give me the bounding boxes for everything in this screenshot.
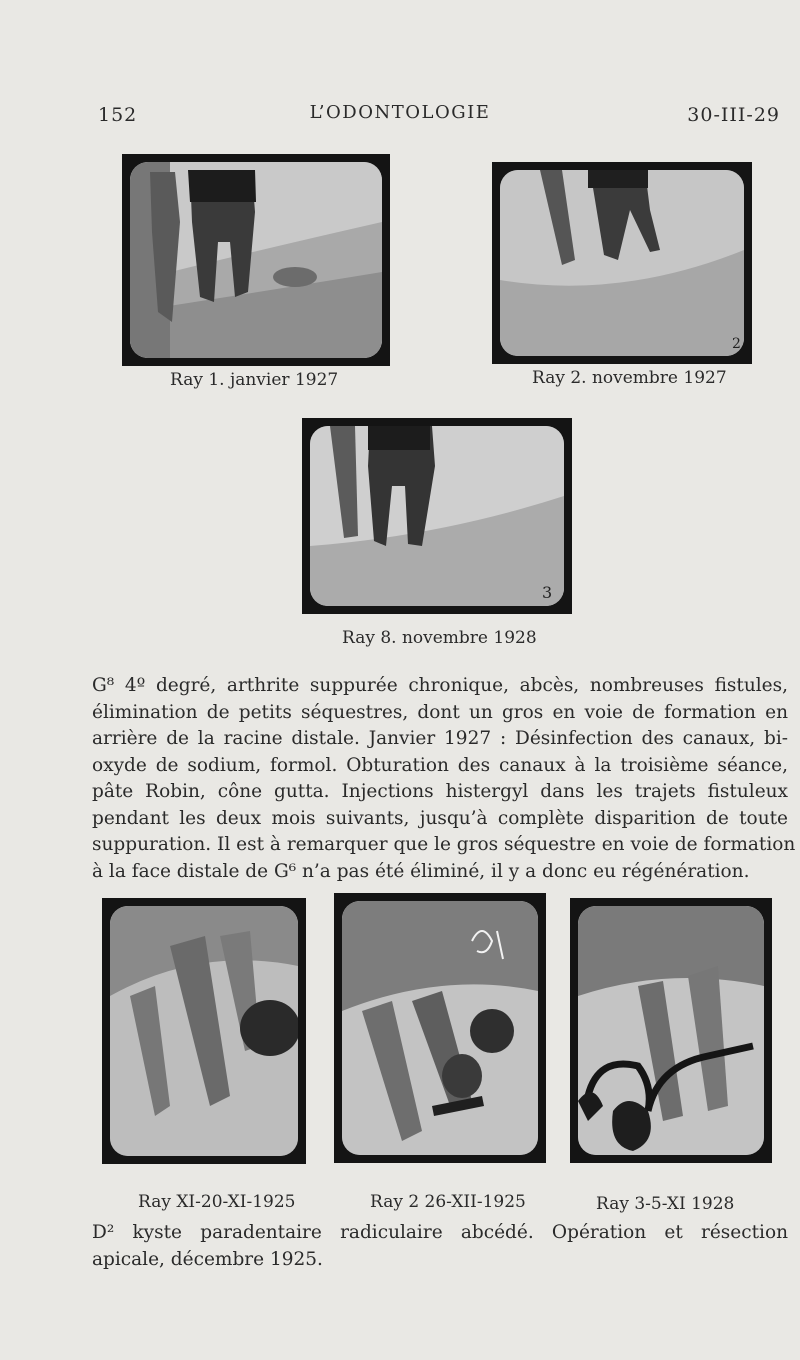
radiograph-6: [570, 898, 772, 1163]
text-line: pâte Robin, cône gutta. Injections histergyl dans les trajets fistuleux: [92, 781, 788, 802]
figure-caption-5: Ray 2 26-XII-1925: [370, 1192, 526, 1212]
tooth-xray-image: [342, 901, 538, 1155]
issue-date: 30-III-29: [687, 104, 780, 126]
radiograph-4: [102, 898, 306, 1164]
film-number: 2: [732, 336, 741, 352]
page-number: 152: [98, 104, 138, 126]
radiograph-film: [500, 170, 744, 356]
figure-caption-3: Ray 8. novembre 1928: [342, 628, 537, 648]
radiograph-film: [310, 426, 564, 606]
text-line: D² kyste paradentaire radiculaire abcédé. Opération et résection: [92, 1222, 788, 1243]
text-line: oxyde de sodium, formol. Obturation des canaux à la troisième séance,: [92, 754, 788, 776]
figure-caption-4: Ray XI-20-XI-1925: [138, 1192, 296, 1212]
text-line: à la face distale de G⁶ n’a pas été éliminé, il y a donc eu régénération.: [92, 860, 750, 882]
radiograph-film: [130, 162, 382, 358]
radiograph-film: [578, 906, 764, 1155]
radiograph-film: [342, 901, 538, 1155]
radiograph-1: [122, 154, 390, 366]
radiograph-2: [492, 162, 752, 364]
film-number: 3: [542, 583, 553, 602]
body-paragraph-2: [92, 1220, 788, 1273]
body-paragraph-1: [92, 673, 796, 885]
text-line: arrière de la racine distale. Janvier 1927 : Désinfection des canaux, bi-: [92, 728, 788, 749]
text-line: pendant les deux mois suivants, jusqu’à complète disparition de toute: [92, 807, 788, 829]
tooth-xray-image: [310, 426, 564, 606]
tooth-xray-image: [578, 906, 764, 1155]
text-line: suppuration. Il est à remarquer que le gros séquestre en voie de formation: [92, 834, 796, 855]
figure-caption-1: Ray 1. janvier 1927: [170, 370, 339, 390]
tooth-xray-image: [110, 906, 298, 1156]
radiograph-film: [110, 906, 298, 1156]
text-line: élimination de petits séquestres, dont un gros en voie de formation en: [92, 701, 788, 723]
text-line: G⁸ 4º degré, arthrite suppurée chronique, abcès, nombreuses fistules,: [92, 675, 788, 696]
radiograph-3: [302, 418, 572, 614]
running-title: L’ODONTOLOGIE: [309, 102, 491, 123]
tooth-xray-image: [130, 162, 382, 358]
figure-caption-2: Ray 2. novembre 1927: [532, 368, 727, 388]
tooth-xray-image: [500, 170, 744, 356]
text-line: apicale, décembre 1925.: [92, 1248, 323, 1270]
radiograph-5: [334, 893, 546, 1163]
figure-caption-6: Ray 3-5-XI 1928: [596, 1194, 735, 1214]
